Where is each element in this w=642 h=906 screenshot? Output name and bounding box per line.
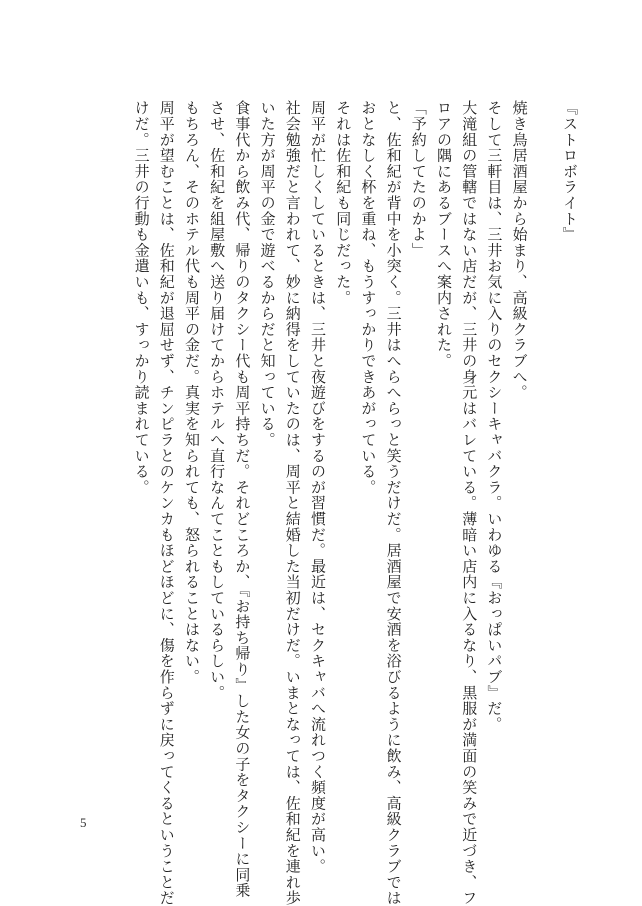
text-line: それは佐和紀も同じだった。 (334, 100, 353, 306)
text-line: 周平が忙しくしているときは、三井と夜遊びをするのが習慣だ。最近は、セクキャバへ流れつく頻度が高い。 (308, 100, 327, 875)
text-line: 大滝組の管轄ではない店だが、三井の身元はバレている。薄暗い店内に入るなり、黒服が満面の笑みで近づき、フ (460, 100, 479, 906)
text-line: させ、佐和紀を組屋敷へ送り届けてからホテルへ直行なんてこともしているらしい。 (208, 100, 227, 701)
text-line: 周平が望むことは、佐和紀が退屈せず、チンピラとのケンカもほどほどに、傷を作らずに戻ってくるということだ (157, 100, 176, 906)
text-line: ロアの隅にあるブースへ案内された。 (435, 100, 453, 369)
page-number: 5 (80, 815, 87, 830)
text-line: いた方が周平の金で遊べるからだと知っている。 (258, 100, 277, 448)
text-line: けだ。三井の行動も金遣いも、すっかり読まれている。 (132, 100, 151, 495)
text-line: 「予約してたのかよ」 (409, 100, 428, 258)
text-line: 焼き鳥居酒屋から始まり、高級クラブへ。 (510, 100, 529, 401)
vertical-text-body (128, 100, 582, 906)
text-line: と、佐和紀が背中を小突く。三井はへらへらっと笑うだけだ。居酒屋で安酒を浴びるように飲み、高級クラブでは (384, 100, 403, 906)
chapter-title: 『ストロボライト』 (561, 100, 579, 243)
text-line: もちろん、そのホテル代も周平の金だ。真実を知られても、怒られることはない。 (182, 100, 201, 685)
text-line: そして三軒目は、三井お気に入りのセクシーキャバクラ。いわゆる『おっぱいパブ』だ。 (485, 100, 504, 732)
text-line: 社会勉強だと言われて、妙に納得をしていたのは、周平と結婚した当初だけだ。いまとなっては、佐和紀を連れ歩 (283, 100, 302, 906)
text-line: おとなしく杯を重ね、もうすっかりできあがっている。 (359, 100, 378, 495)
text-line: 食事代から飲み代、帰りのタクシー代も周平持ちだ。それどころか、『お持ち帰り』した女の子をタクシーに同乗 (233, 100, 252, 899)
